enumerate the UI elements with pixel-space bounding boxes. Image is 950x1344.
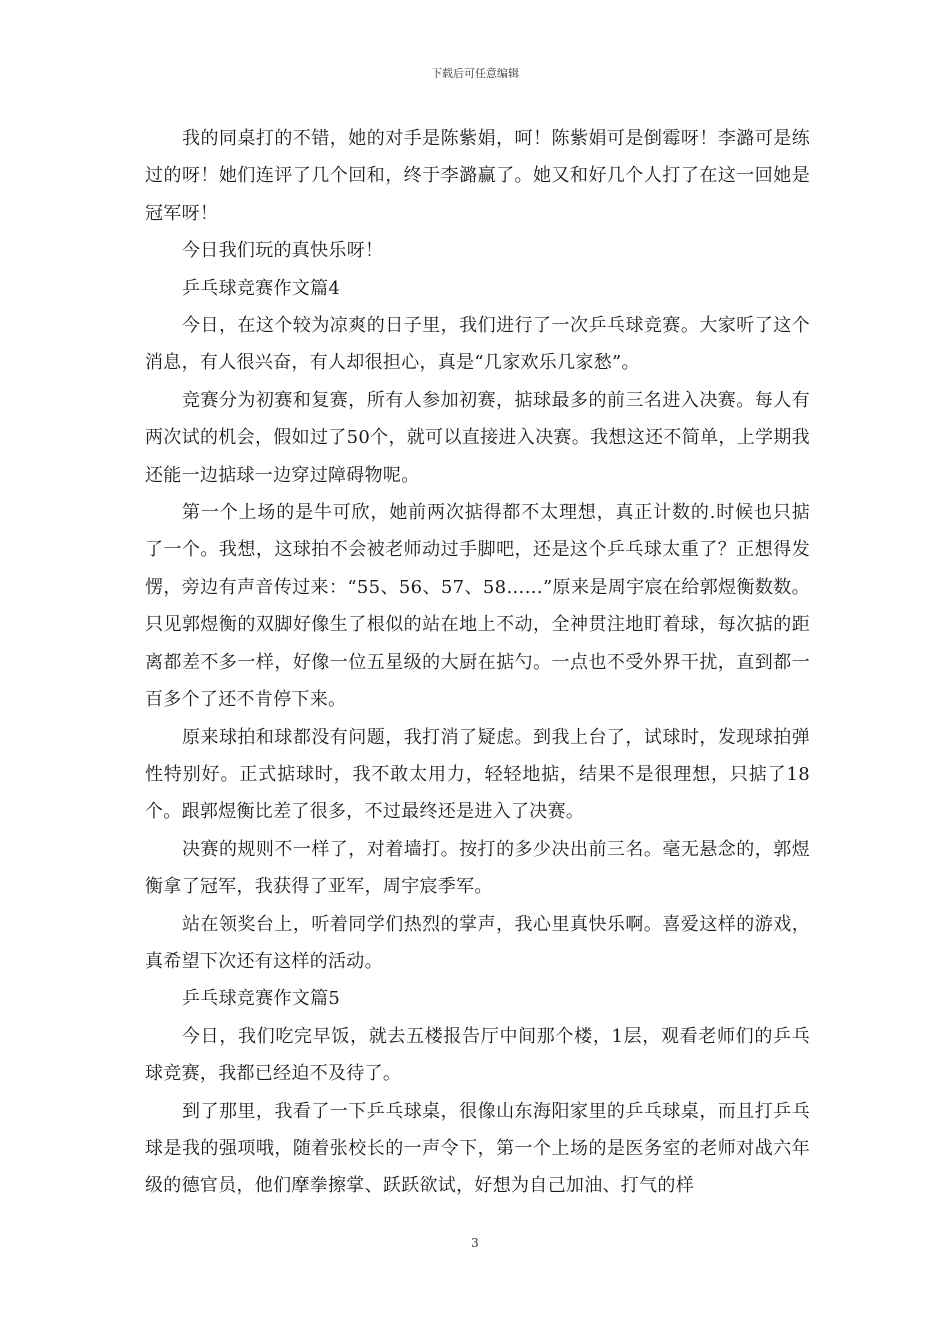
page-header: 下载后可任意编辑	[431, 67, 519, 80]
page-number: 3	[471, 1236, 479, 1250]
paragraph: 今日，我们吃完早饭，就去五楼报告厅中间那个楼，1层，观看老师们的乒乓球竞赛，我都已经迫不及待了。	[145, 1025, 810, 1085]
paragraph: 决赛的规则不一样了，对着墙打。按打的多少决出前三名。毫无悬念的，郭煜衡拿了冠军，我获得了亚军，周宇宸季军。	[145, 838, 810, 898]
section-heading: 乒乓球竞赛作文篇4	[182, 277, 341, 299]
paragraph: 今日我们玩的真快乐呀！	[182, 240, 384, 262]
paragraph: 今日，在这个较为凉爽的日子里，我们进行了一次乒乓球竞赛。大家听了这个消息，有人很兴奋，有人却很担心，真是“几家欢乐几家愁”。	[145, 315, 810, 374]
paragraph: 竞赛分为初赛和复赛，所有人参加初赛，掂球最多的前三名进入决赛。每人有两次试的机会，假如过了50个，就可以直接进入决赛。我想这还不简单，上学期我还能一边掂球一边穿过障碍物呢。	[145, 389, 810, 486]
paragraph: 原来球拍和球都没有问题，我打消了疑虑。到我上台了，试球时，发现球拍弹性特别好。正式掂球时，我不敢太用力，轻轻地掂，结果不是很理想，只掂了18个。跟郭煜衡比差了很多，不过最终还是进入了决赛。	[145, 726, 810, 823]
document-body	[145, 120, 810, 1205]
section-heading: 乒乓球竞赛作文篇5	[182, 988, 341, 1010]
paragraph: 到了那里，我看了一下乒乓球桌，很像山东海阳家里的乒乓球桌，而且打乒乓球是我的强项哦，随着张校长的一声令下，第一个上场的是医务室的老师对战六年级的德官员，他们摩拳擦掌、跃跃欲试，好想为自己加油、打气的样	[145, 1100, 810, 1197]
paragraph: 第一个上场的是牛可欣，她前两次掂得都不太理想，真正计数的.时候也只掂了一个。我想，这球拍不会被老师动过手脚吧，还是这个乒乓球太重了？正想得发愣，旁边有声音传过来：“55、56、57、58……”原来是周宇宸在给郭煜衡数数。只见郭煜衡的双脚好像生了根似的站在地上不动，全神贯注地盯着球，每次掂的距离都差不多一样，好像一位五星级的大厨在掂勺。一点也不受外界干扰，直到都一百多个了还不肯停下来。	[145, 502, 810, 711]
paragraph: 我的同桌打的不错，她的对手是陈紫娟，呵！陈紫娟可是倒霉呀！李潞可是练过的呀！她们连评了几个回和，终于李潞赢了。她又和好几个人打了在这一回她是冠军呀！	[145, 128, 810, 224]
paragraph: 站在领奖台上，听着同学们热烈的掌声，我心里真快乐啊。喜爱这样的游戏，真希望下次还有这样的活动。	[145, 913, 810, 972]
